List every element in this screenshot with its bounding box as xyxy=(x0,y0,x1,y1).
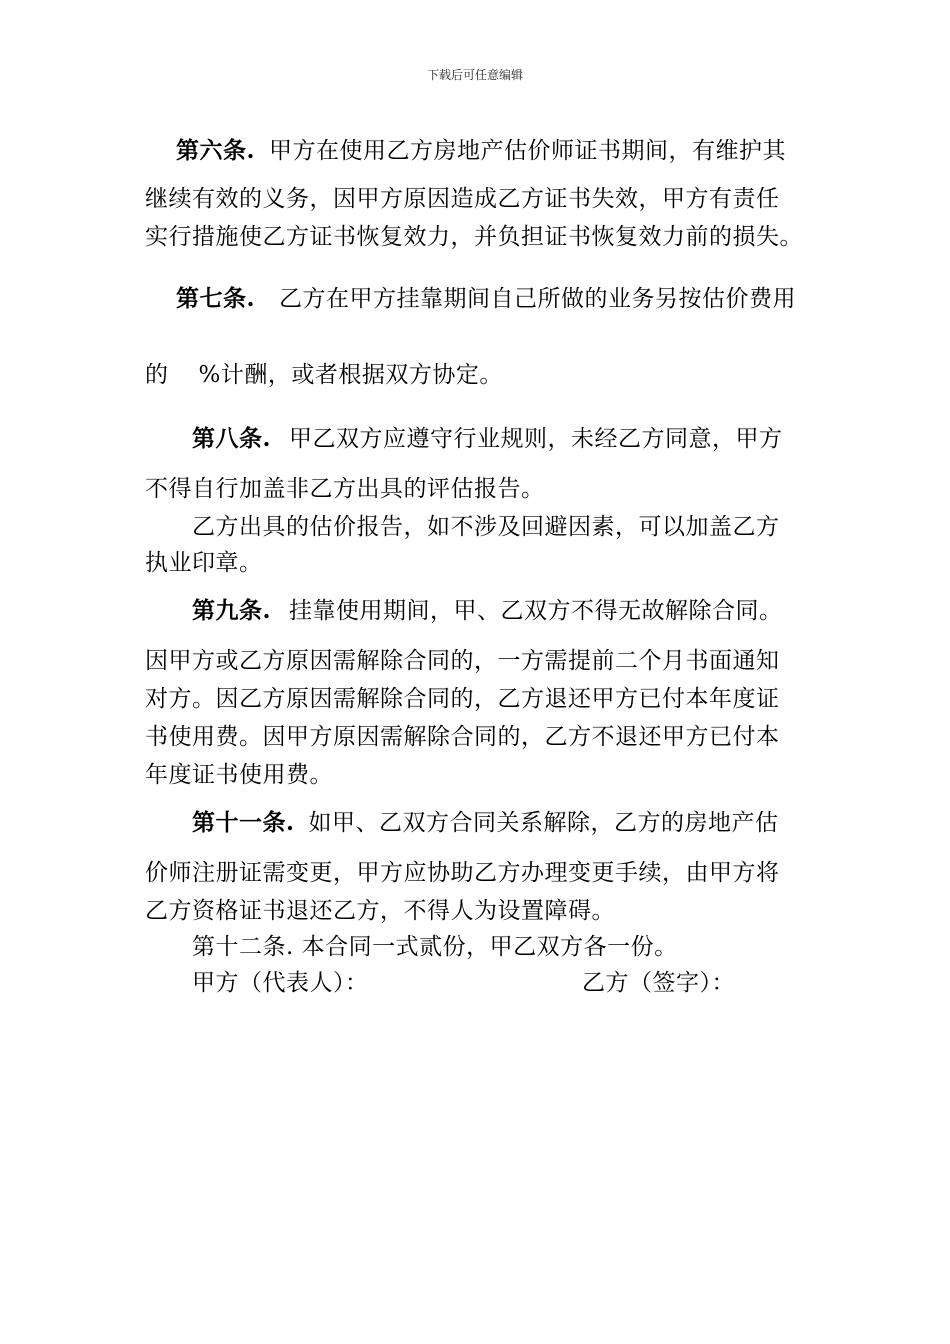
article-8-line-3: 乙方出具的估价报告，如不涉及回避因素，可以加盖乙方 xyxy=(192,514,780,540)
article-11-text-1: 如甲、乙双方合同关系解除，乙方的房地产估 xyxy=(308,810,779,836)
article-7-text-2a: 的 xyxy=(145,362,169,388)
article-9-line-4: 书使用费。因甲方原因需解除合同的，乙方不退还甲方已付本 xyxy=(145,724,780,750)
article-8-title: 第八条. xyxy=(192,425,272,452)
signature-party-a: 甲方（代表人）： xyxy=(192,970,369,996)
article-7-line-1 xyxy=(176,284,796,314)
article-9-title: 第九条. xyxy=(192,597,272,624)
article-11-line-1 xyxy=(192,808,779,838)
article-6-line-2: 继续有效的义务，因甲方原因造成乙方证书失效，甲方有责任 xyxy=(145,186,780,212)
article-7-title: 第七条. xyxy=(176,285,256,312)
article-9-line-2: 因甲方或乙方原因需解除合同的，一方需提前二个月书面通知 xyxy=(145,648,780,674)
article-9-line-1 xyxy=(192,596,783,626)
article-6-text-1: 甲方在使用乙方房地产估价师证书期间，有维护其 xyxy=(269,138,787,164)
signature-party-b: 乙方（签字）： xyxy=(582,970,735,996)
article-6-line-3: 实行措施使乙方证书恢复效力，并负担证书恢复效力前的损失。 xyxy=(145,224,803,250)
article-12-line: 第十二条. 本合同一式贰份，甲乙双方各一份。 xyxy=(192,934,678,960)
article-8-line-1 xyxy=(192,424,783,454)
article-7-line-2 xyxy=(145,360,503,390)
article-9-line-5: 年度证书使用费。 xyxy=(145,762,333,788)
page-header-note: 下载后可任意编辑 xyxy=(426,68,523,82)
article-8-line-4: 执业印章。 xyxy=(145,550,263,576)
article-9-text-1: 挂靠使用期间，甲、乙双方不得无故解除合同。 xyxy=(289,598,783,624)
article-8-line-2: 不得自行加盖非乙方出具的评估报告。 xyxy=(145,476,545,502)
article-8-text-1: 甲乙双方应遵守行业规则，未经乙方同意，甲方 xyxy=(289,426,783,452)
article-11-line-2: 价师注册证需变更，甲方应协助乙方办理变更手续，由甲方将 xyxy=(145,860,780,886)
article-9-line-3: 对方。因乙方原因需解除合同的，乙方退还甲方已付本年度证 xyxy=(145,686,780,712)
article-11-title: 第十一条. xyxy=(192,809,295,836)
article-6-line-1 xyxy=(176,136,786,166)
article-11-line-3: 乙方资格证书退还乙方，不得人为设置障碍。 xyxy=(145,898,615,924)
article-7-text-1: 乙方在甲方挂靠期间自己所做的业务另按估价费用 xyxy=(279,286,797,312)
article-7-text-2b: %计酬，或者根据双方协定。 xyxy=(198,362,503,388)
article-6-title: 第六条. xyxy=(176,137,256,164)
